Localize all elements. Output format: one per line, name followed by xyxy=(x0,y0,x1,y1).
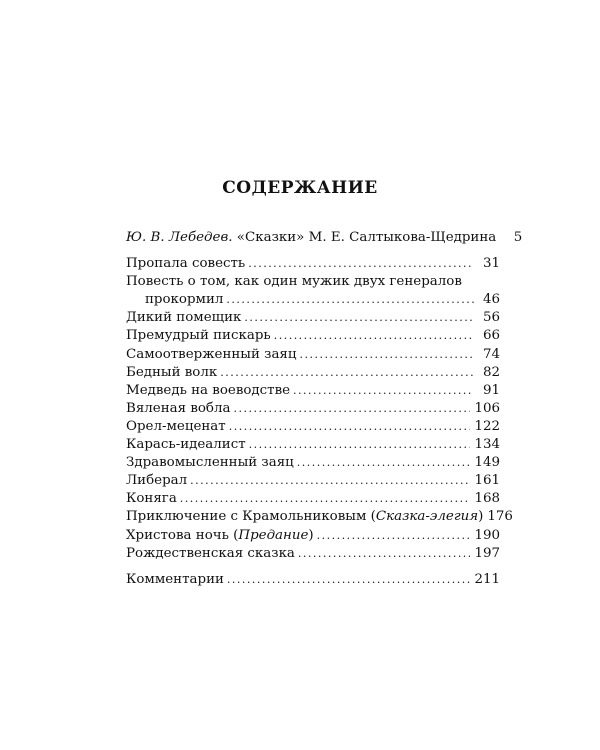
toc-entry xyxy=(126,545,500,563)
toc-entry-title-main: Христова ночь ( xyxy=(126,527,239,543)
dot-leader xyxy=(274,327,474,345)
toc-entry-page: 122 xyxy=(474,418,500,434)
toc-entry-title-main: Приключение с Крамольниковым ( xyxy=(126,509,376,525)
table-of-contents xyxy=(126,229,523,589)
toc-entry-page: 134 xyxy=(474,437,500,453)
toc-entry-commentary xyxy=(126,571,500,589)
toc-entry-page: 31 xyxy=(482,256,500,272)
toc-entry-page: 46 xyxy=(482,292,500,308)
toc-entry-subtitle: Предание xyxy=(238,527,309,543)
toc-entry-title xyxy=(126,527,314,545)
toc-entry-page: 176 xyxy=(487,509,513,525)
page-title: СОДЕРЖАНИЕ xyxy=(222,178,378,198)
toc-entry-page: 161 xyxy=(474,473,500,489)
toc-entry xyxy=(126,418,500,436)
toc-entry-page: 82 xyxy=(482,364,500,380)
dot-leader xyxy=(180,490,471,508)
toc-entry-title: Здравомысленный заяц xyxy=(126,455,294,471)
dot-leader xyxy=(298,545,471,563)
toc-entry-title: прокормил xyxy=(145,292,224,308)
toc-entry-title-end: ) xyxy=(308,527,314,543)
toc-entry-title: Рождественская сказка xyxy=(126,545,295,561)
toc-entry-title: Премудрый пискарь xyxy=(126,328,271,344)
dot-leader xyxy=(248,255,474,273)
dot-leader xyxy=(244,309,474,327)
toc-entry-title: Медведь на воеводстве xyxy=(126,382,291,398)
toc-entry-page: 197 xyxy=(474,545,500,561)
toc-entry xyxy=(126,436,500,454)
toc-entry xyxy=(126,346,500,364)
dot-leader xyxy=(317,527,471,545)
toc-entry-line2 xyxy=(126,291,500,309)
dot-leader xyxy=(220,364,474,382)
dot-leader xyxy=(293,382,474,400)
toc-entry-title: Самоотверженный заяц xyxy=(126,346,297,362)
toc-entry xyxy=(126,454,500,472)
toc-entry-title: Либерал xyxy=(126,473,188,489)
intro-author: Ю. В. Лебедев. xyxy=(126,230,233,245)
toc-entry-page: 5 xyxy=(513,230,523,245)
dot-leader xyxy=(229,418,471,436)
toc-entry-title: Бедный волк xyxy=(126,364,218,380)
toc-entry xyxy=(126,382,500,400)
toc-entry xyxy=(126,490,500,508)
toc-entry-page: 211 xyxy=(474,571,500,587)
dot-leader xyxy=(233,400,470,418)
toc-entry xyxy=(126,400,500,418)
toc-entry-page: 168 xyxy=(474,491,500,507)
toc-entry-title-end: ) xyxy=(478,509,484,525)
toc-entry-intro xyxy=(126,229,523,247)
toc-entry-title: Дикий помещик xyxy=(126,310,242,326)
dot-leader xyxy=(297,454,471,472)
toc-entry-title: Вяленая вобла xyxy=(126,400,231,416)
toc-entry-title: Коняга xyxy=(126,491,177,507)
dot-leader xyxy=(300,346,475,364)
toc-entry-page: 56 xyxy=(482,310,500,326)
toc-entry-page: 149 xyxy=(474,455,500,471)
toc-entry-page: 66 xyxy=(482,328,500,344)
toc-entry-title: Комментарии xyxy=(126,571,224,587)
toc-entry-title: Пропала совесть xyxy=(126,256,246,272)
dot-leader xyxy=(190,472,470,490)
dot-leader xyxy=(249,436,471,454)
toc-entry-page: 106 xyxy=(474,400,500,416)
dot-leader xyxy=(227,571,471,589)
toc-entry-page: 74 xyxy=(482,346,500,362)
toc-entry-title xyxy=(126,508,483,526)
toc-entry-title: Повесть о том, как один мужик двух генералов xyxy=(126,274,462,290)
toc-entry xyxy=(126,364,500,382)
toc-entry xyxy=(126,508,513,526)
toc-entry-title: Карась-идеалист xyxy=(126,437,246,453)
toc-entry-title xyxy=(126,229,496,247)
intro-title: «Сказки» М. Е. Салтыкова-Щедрина xyxy=(236,230,497,245)
toc-entry-page: 190 xyxy=(474,527,500,543)
toc-entry xyxy=(126,327,500,345)
toc-entry xyxy=(126,309,500,327)
toc-entry-subtitle: Сказка-элегия xyxy=(375,509,479,525)
toc-entry-page: 91 xyxy=(482,382,500,398)
toc-entry xyxy=(126,255,500,273)
toc-entry-line1 xyxy=(126,273,500,291)
toc-entry-title: Орел-меценат xyxy=(126,418,226,434)
toc-entry xyxy=(126,472,500,490)
dot-leader xyxy=(226,291,474,309)
toc-entry xyxy=(126,527,500,545)
